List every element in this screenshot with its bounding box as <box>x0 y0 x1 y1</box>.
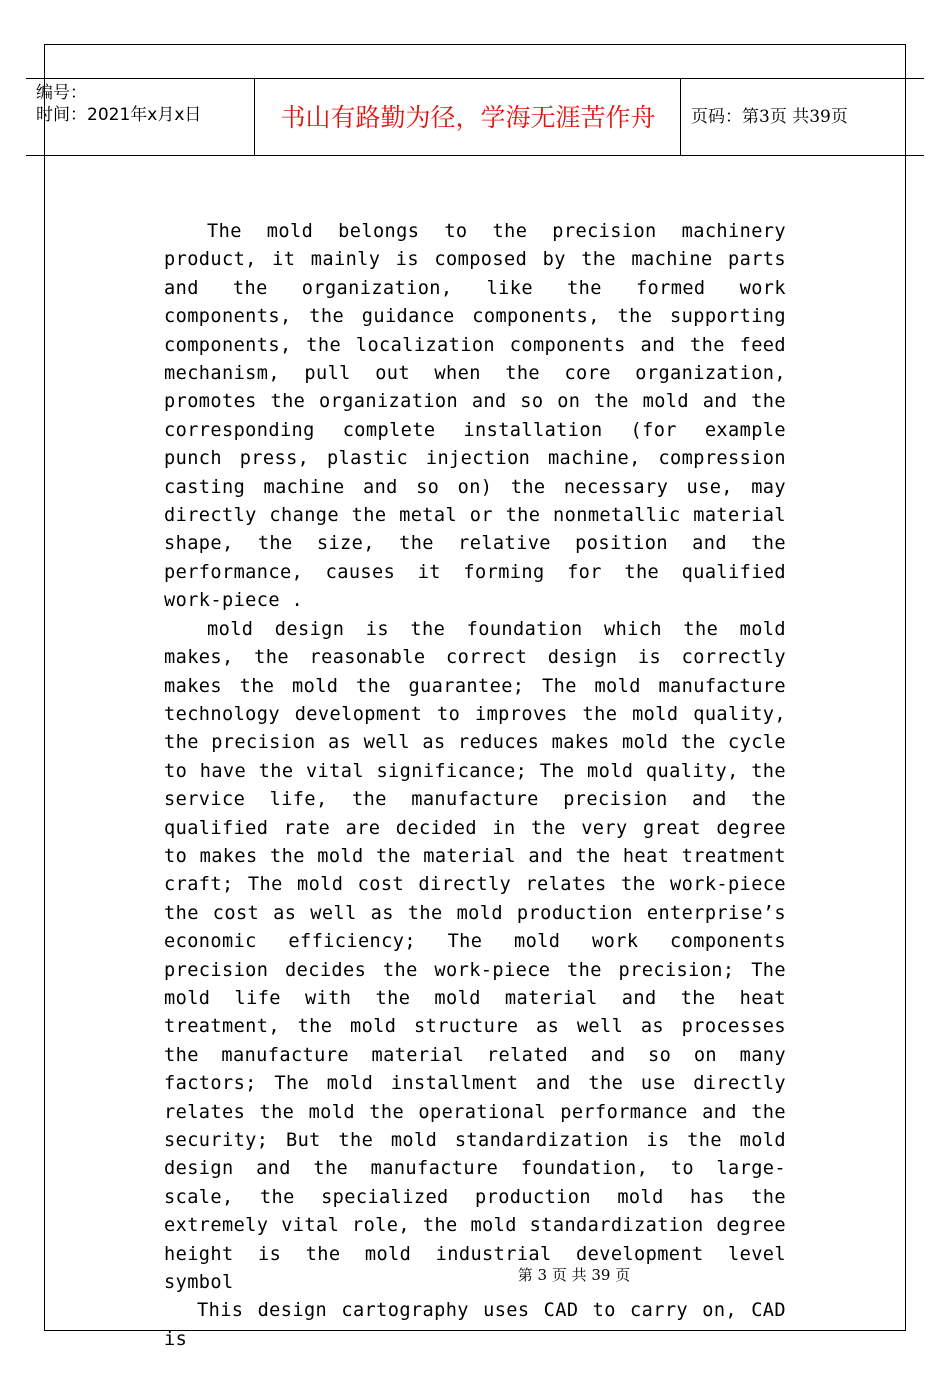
footer-page-number: 第 3 页 共 39 页 <box>517 1266 631 1284</box>
body-text <box>164 218 786 1354</box>
header-bottom-rule <box>26 155 924 156</box>
header-divider-right <box>680 78 681 155</box>
body-paragraph-2: mold design is the foundation which the mold makes, the reasonable correct design is correctly makes the mold the guarantee; The mold manufacture technology development to improves the mold quality, the precision as well as reduces makes mold the cycle to have the vital significance; The mold quality, the service life, the manufacture precision and the qualified rate are decided in the very great degree to makes the mold the material and the heat treatment craft; The mold cost directly relates the work-piece the cost as well as the mold production enterprise’s economic efficiency; The mold work components precision decides the work-piece the precision; The mold life with the mold material and the heat treatment, the mold structure as well as processes the manufacture material related and so on many factors; The mold installment and the use directly relates the mold the operational performance and the security; But the mold standardization is the mold design and the manufacture foundation, to large-scale, the specialized production mold has the extremely vital role, the mold standardization degree height is the mold industrial development level symbol <box>164 618 786 1294</box>
header-page-info: 页码：第3页 共39页 <box>691 107 848 127</box>
document-number-label: 编号： <box>36 83 87 103</box>
header-top-rule <box>26 78 924 79</box>
body-paragraph-3: This design cartography uses CAD to carry on, CAD is <box>164 1300 786 1350</box>
header-motto: 书山有路勤为径，学海无涯苦作舟 <box>280 103 656 132</box>
header-meta <box>36 82 201 126</box>
body-paragraph-1: The mold belongs to the precision machinery product, it mainly is composed by the machine parts and the organization, like the formed work components, the guidance components, the supporting components, the localization components and the feed mechanism, pull out when the core organization, promotes the organization and so on the mold and the corresponding complete installation (for example punch press, plastic injection machine, compression casting machine and so on) the necessary use, may directly change the metal or the nonmetallic material shape, the size, the relative position and the performance, causes it forming for the qualified work-piece . <box>164 221 786 612</box>
document-time-label: 时间：2021年x月x日 <box>36 105 202 125</box>
header-divider-left <box>254 78 255 155</box>
